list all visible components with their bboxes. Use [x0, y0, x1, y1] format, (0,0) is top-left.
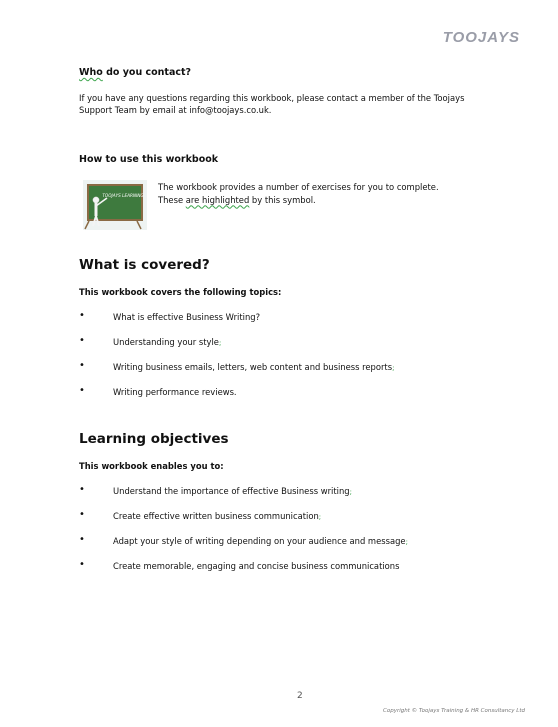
- objectives-intro: This workbook enables you to:: [79, 461, 224, 471]
- bullet: •: [79, 335, 85, 346]
- covered-list: [79, 312, 479, 412]
- objectives-heading: Learning objectives: [79, 431, 229, 447]
- list-item-mark: ;: [318, 513, 322, 521]
- list-item-text: Understand the importance of effective Business writing: [113, 486, 350, 496]
- list-item: [79, 561, 479, 586]
- toojays-logo: TOOJAYS: [442, 29, 520, 46]
- list-item: [79, 337, 479, 362]
- list-item: [79, 511, 479, 536]
- list-item-text: Understanding your style: [113, 337, 219, 347]
- bullet: •: [79, 310, 85, 321]
- list-item-text: Writing performance reviews.: [113, 387, 237, 397]
- bullet: •: [79, 484, 85, 495]
- covered-heading: What is covered?: [79, 257, 210, 273]
- list-item-mark: ;: [349, 488, 352, 496]
- list-item-text: What is effective Business Writing?: [113, 312, 261, 322]
- board-text: TOOJAYS LEARNING: [102, 193, 144, 198]
- bullet: •: [79, 559, 85, 570]
- covered-intro: This workbook covers the following topics:: [79, 287, 282, 297]
- page-number: 2: [297, 691, 303, 701]
- copyright-notice: Copyright © Toojays Training & HR Consultancy Ltd: [383, 708, 525, 714]
- howto-line1: The workbook provides a number of exercises for you to complete.: [158, 182, 439, 192]
- howto-line2-squig: are highlighted: [185, 194, 250, 205]
- howto-heading: How to use this workbook: [79, 154, 219, 165]
- list-item: [79, 362, 479, 387]
- list-item-mark: ;: [392, 364, 395, 372]
- list-item-text: Create memorable, engaging and concise business communications: [113, 561, 400, 571]
- objectives-list: [79, 486, 479, 586]
- list-item: [79, 312, 479, 337]
- contact-body: [79, 92, 479, 116]
- bullet: •: [79, 509, 85, 520]
- list-item: [79, 536, 479, 561]
- list-item-text: Adapt your style of writing depending on your audience and message: [113, 536, 406, 546]
- contact-heading-who: Who: [79, 67, 103, 78]
- howto-body: [158, 181, 488, 206]
- bullet: •: [79, 534, 85, 545]
- exercise-symbol-icon: [83, 180, 147, 230]
- list-item-text: Create effective written business communication: [113, 511, 319, 521]
- list-item-mark: ;: [218, 339, 222, 347]
- contact-heading-rest: do you contact?: [102, 67, 192, 78]
- list-item: [79, 387, 479, 412]
- contact-body-line2: Support Team by email at info@toojays.co.uk.: [79, 105, 272, 115]
- howto-line2-b: by this symbol.: [249, 194, 316, 205]
- howto-line2-a: These: [158, 194, 186, 205]
- list-item: [79, 486, 479, 511]
- bullet: •: [79, 360, 85, 371]
- bullet: •: [79, 385, 85, 396]
- list-item-text: Writing business emails, letters, web content and business reports: [113, 362, 393, 372]
- contact-body-line1: If you have any questions regarding this workbook, please contact a member of the Toojays: [79, 93, 465, 103]
- contact-heading: [79, 67, 191, 78]
- list-item-mark: ;: [405, 538, 408, 546]
